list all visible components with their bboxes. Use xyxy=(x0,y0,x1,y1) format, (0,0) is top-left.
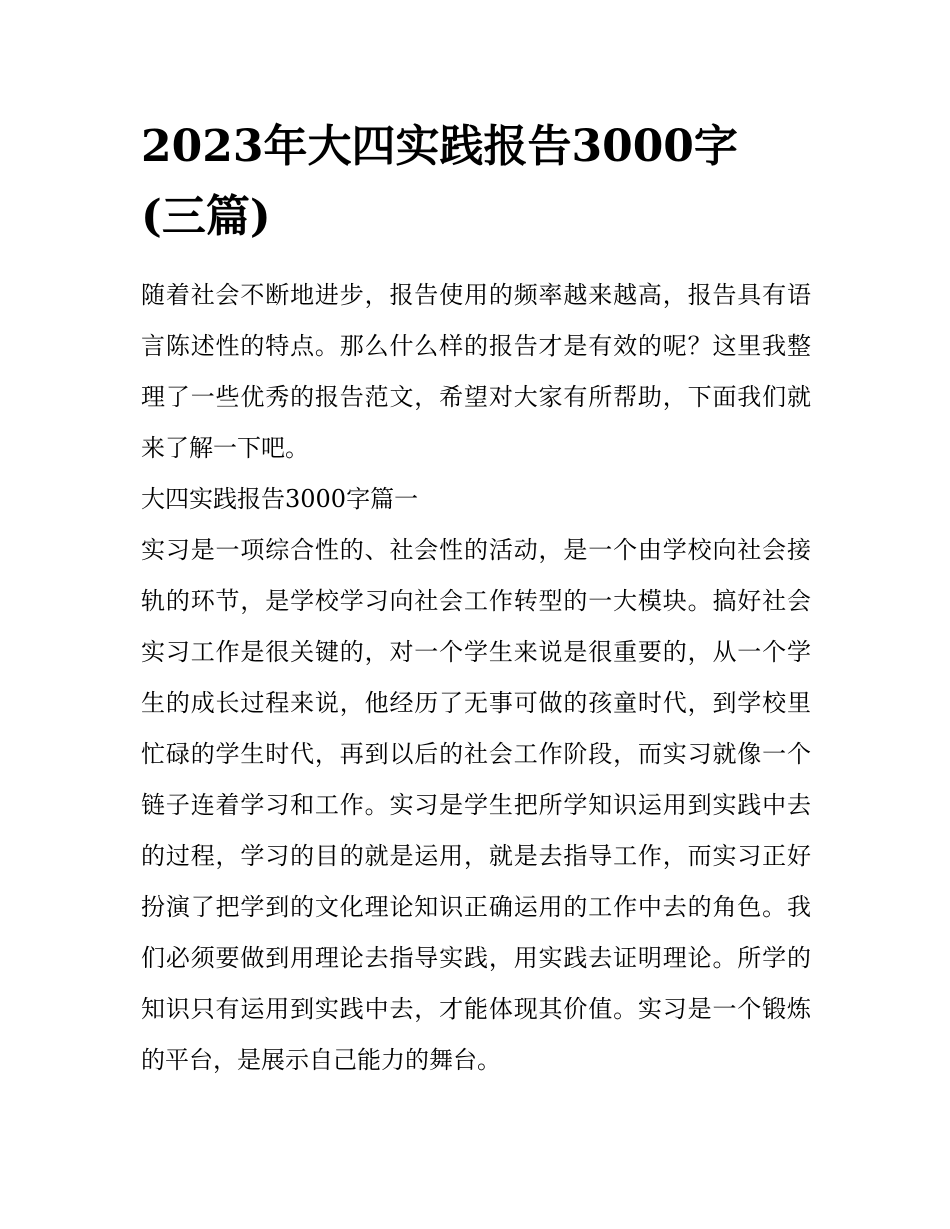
section-heading: 大四实践报告3000字篇一 xyxy=(141,485,419,513)
title-line-1: 2023年大四实践报告3000字 xyxy=(141,121,738,172)
intro-paragraph: 随着社会不断地进步，报告使用的频率越来越高，报告具有语言陈述性的特点。那么什么样的报告才是有效的呢？这里我整理了一些优秀的报告范文，希望对大家有所帮助，下面我们就来了解一下吧。 xyxy=(141,281,811,462)
body-paragraph: 实习是一项综合性的、社会性的活动，是一个由学校向社会接轨的环节，是学校学习向社会工作转型的一大模块。搞好社会实习工作是很关键的，对一个学生来说是很重要的，从一个学生的成长过程来说，他经历了无事可做的孩童时代，到学校里忙碌的学生时代，再到以后的社会工作阶段，而实习就像一个链子连着学习和工作。实习是学生把所学知识运用到实践中去的过程，学习的目的就是运用，就是去指导工作，而实习正好扮演了把学到的文化理论知识正确运用的工作中去的角色。我们必须要做到用理论去指导实践，用实践去证明理论。所学的知识只有运用到实践中去，才能体现其价值。实习是一个锻炼的平台，是展示自己能力的舞台。 xyxy=(141,536,811,1074)
document-title xyxy=(141,112,811,252)
title-line-2: (三篇) xyxy=(141,191,271,242)
document-content xyxy=(141,112,811,1086)
